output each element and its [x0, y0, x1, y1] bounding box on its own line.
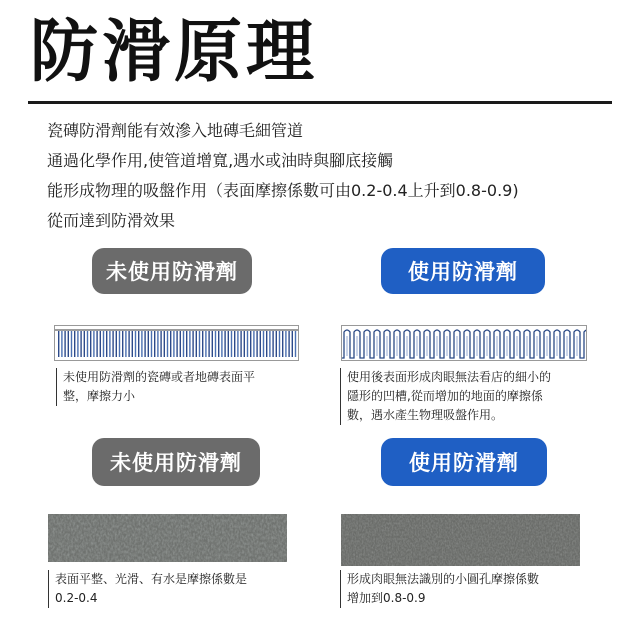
untreated-label-bottom: 未使用防滑劑: [92, 438, 260, 486]
untreated-caption-top: [56, 368, 313, 406]
caption-line: 數，遇水產生物理吸盤作用。: [347, 408, 504, 422]
treated-label-bottom: 使用防滑劑: [381, 438, 547, 486]
untreated-label-top: 未使用防滑劑: [92, 248, 252, 294]
caption-line: 隱形的凹槽,從而增加的地面的摩擦係: [347, 389, 543, 403]
intro-text: [47, 116, 627, 236]
grooved-surface-diagram: [341, 325, 587, 361]
caption-line: 使用後表面形成肉眼無法看店的細小的: [347, 370, 552, 384]
caption-line: 整，摩擦力小: [63, 389, 136, 403]
untreated-caption-bottom: [48, 570, 305, 608]
intro-line: 能形成物理的吸盤作用（表面摩擦係數可由0.2-0.4上升到0.8-0.9): [47, 181, 519, 200]
intro-line: 瓷磚防滑劑能有效滲入地磚毛細管道: [47, 121, 304, 140]
caption-line: 0.2-0.4: [55, 591, 98, 605]
treated-caption-bottom: [340, 570, 607, 608]
smooth-surface-diagram: [54, 325, 299, 361]
caption-line: 未使用防滑劑的瓷磚或者地磚表面平: [63, 370, 256, 384]
intro-line: 通過化學作用,使管道增寬,遇水或油時與腳底接觸: [47, 151, 394, 170]
caption-line: 表面平整、光滑、有水是摩擦係數是: [55, 572, 248, 586]
treated-label-top: 使用防滑劑: [381, 248, 545, 294]
treated-tile-photo: [341, 514, 580, 566]
caption-line: 增加到0.8-0.9: [347, 591, 426, 605]
title-divider: [28, 101, 612, 104]
untreated-tile-photo: [48, 514, 287, 562]
page-title: 防滑原理: [30, 13, 319, 92]
treated-caption-top: [340, 368, 617, 425]
intro-line: 從而達到防滑效果: [47, 211, 176, 230]
caption-line: 形成肉眼無法識別的小圓孔摩擦係數: [347, 572, 540, 586]
